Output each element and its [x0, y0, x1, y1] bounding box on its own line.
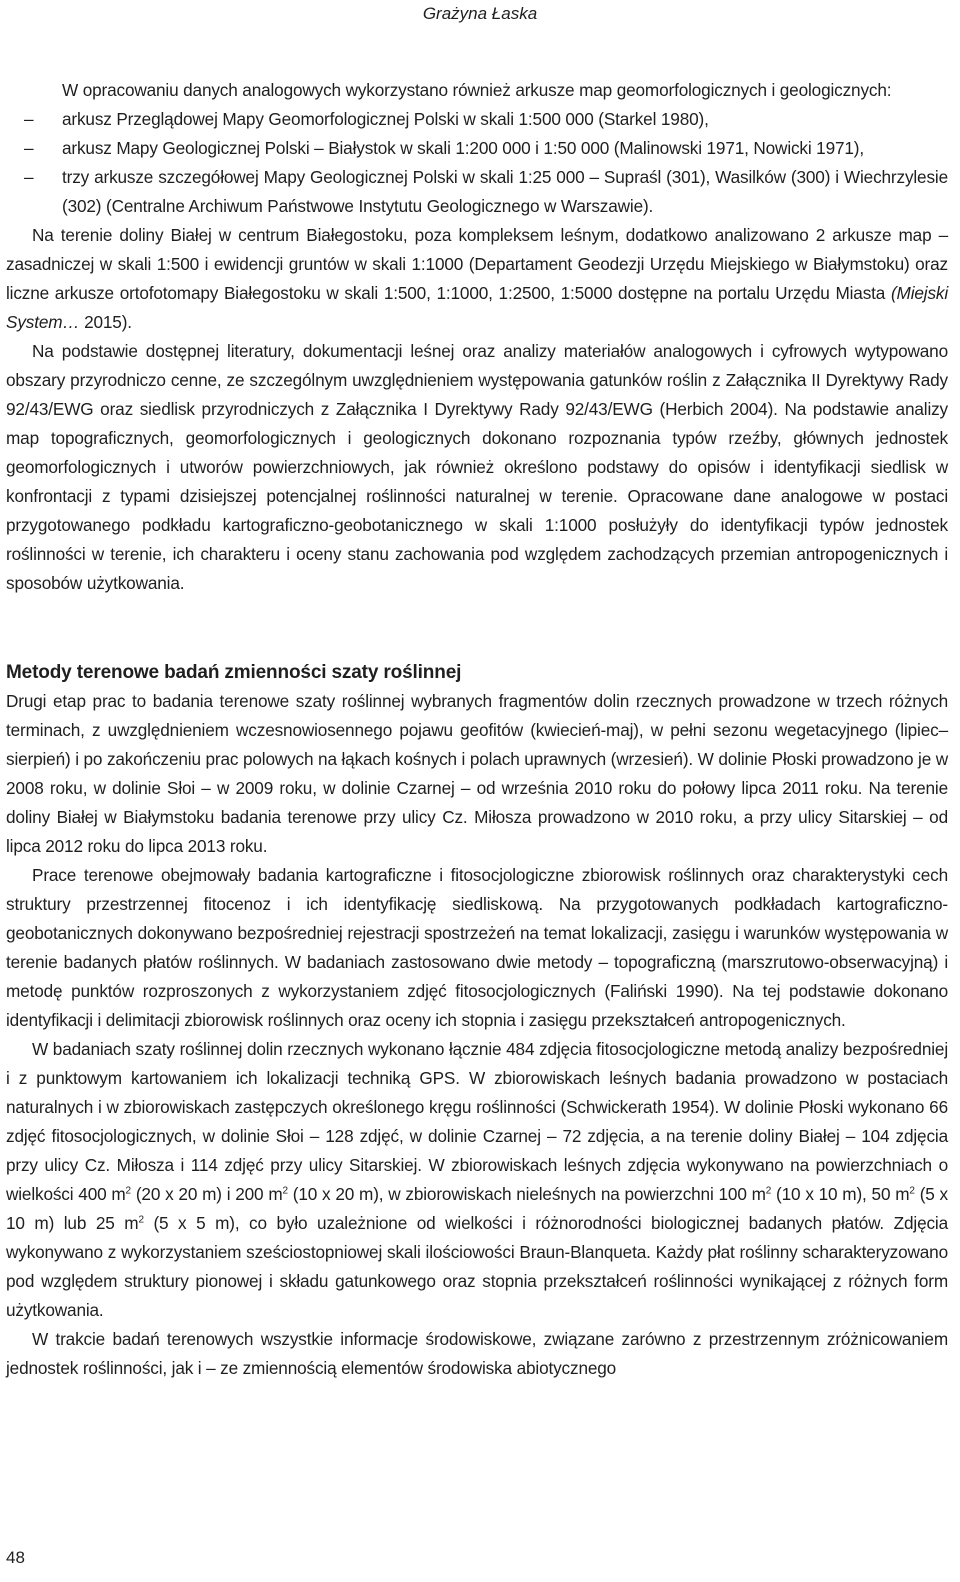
page-body — [6, 76, 948, 1383]
paragraph-bialy-maps: Na terenie doliny Białej w centrum Białegostoku, poza kompleksem leśnym, dodatkowo analizowano 2 arkusze map – zasadniczej w skali 1:500 i ewidencji gruntów w skali 1:1000 (Departament Geodezji Urzędu Miejskiego w Białymstoku) oraz liczne arkusze ortofotomapy Białegostoku w skali 1:500, 1:1000, 1:2500, 1:5000 dostępne na portalu Urzędu Miasta (Miejski System… 2015). — [6, 225, 948, 332]
dash-marker: – — [24, 109, 34, 129]
list-item: – trzy arkusze szczegółowej Mapy Geologicznej Polski w skali 1:25 000 – Supraśl (301), Wasilków (300) i Wiechrzylesie (302) (Centralne Archiwum Państwowe Instytutu Geologicznego w Warszawie). — [6, 163, 948, 221]
superscript: 2 — [765, 1185, 772, 1197]
map-sources-list — [6, 105, 948, 221]
section-heading: Metody terenowe badań zmienności szaty roślinnej — [6, 662, 462, 683]
superscript: 2 — [125, 1185, 131, 1197]
paragraph-field-stage: Drugi etap prac to badania terenowe szaty roślinnej wybranych fragmentów dolin rzecznych prowadzone w trzech różnych terminach, z uwzględnieniem wczesnowiosennego pojawu geofitów (kwiecień-maj), w pełni sezonu wegetacyjnego (lipiec–sierpień) i po zakończeniu prac polowych na łąkach kośnych i polach uprawnych (wrzesień). W dolinie Płoski prowadzono je w 2008 roku, w dolinie Słoi – w 2009 roku, w dolinie Czarnej – od września 2010 roku do połowy lipca 2011 roku. Na terenie doliny Białej w Białymstoku badania terenowe przy ulicy Cz. Miłosza prowadzono w 2010 roku, a przy ulicy Sitarskiej – od lipca 2012 roku do lipca 2013 roku. — [6, 691, 948, 856]
dash-marker: – — [24, 138, 34, 158]
page-number: 48 — [6, 1548, 25, 1567]
superscript: 2 — [282, 1185, 288, 1197]
dash-marker: – — [24, 167, 34, 187]
paragraph-releves: W badaniach szaty roślinnej dolin rzecznych wykonano łącznie 484 zdjęcia fitosocjologiczne metodą analizy bezpośredniej i z punktowym kartowaniem ich lokalizacji techniką GPS. W zbiorowiskach leśnych badania prowadzono w postaciach naturalnych i w zbiorowiskach zastępczych określonego kręgu roślinności (Schwickerath 1954). W dolinie Płoski wykonano 66 zdjęć fitosocjologicznych, w dolinie Słoi – 128 zdjęć, w dolinie Czarnej – 72 zdjęcia, a na terenie doliny Białej – 104 zdjęcia przy ulicy Cz. Miłosza i 114 zdjęć przy ulicy Sitarskiej. W zbiorowiskach leśnych zdjęcia wykonywano na powierzchniach o wielkości 400 $m^2$ (20 x 20 m) i 200 $m^2$ (10 x 20 m), w zbiorowiskach nieleśnych na powierzchni 100 $m^2$ (10 x 10 m), 50 $m^2$ (5 x 10 m) lub 25 $m^2$ (5 x 5 m), co było uzależnione od wielkości i różnorodności biologicznej badanych płatów. Zdjęcia wykonywano z wykorzystaniem sześciostopniowej skali ilościowości Braun-Blanqueta. Każdy płat roślinny scharakteryzowano pod względem struktury pionowej i składu gatunkowego oraz stopnia przekształceń roślinności wynikającej z różnych form użytkowania. — [6, 1039, 948, 1320]
superscript: 2 — [909, 1185, 915, 1197]
citation-italic: (Miejski System… — [6, 283, 948, 332]
paragraph-literature-analysis: Na podstawie dostępnej literatury, dokumentacji leśnej oraz analizy materiałów analogowych i cyfrowych wytypowano obszary przyrodniczo cenne, ze szczególnym uwzględnieniem występowania gatunków roślin z Załącznika II Dyrektywy Rady 92/43/EWG oraz siedlisk przyrodniczych z Załącznika I Dyrektywy Rady 92/43/EWG (Herbich 2004). Na podstawie analizy map topograficznych, geomorfologicznych i geologicznych dokonano rozpoznania typów rzeźby, głównych jednostek geomorfologicznych i utworów powierzchniowych, jak również określono podstawy do opisów i identyfikacji siedlisk w konfrontacji z typami dzisiejszej potencjalnej roślinności naturalnej w terenie. Opracowane dane analogowe w postaci przygotowanego podkładu kartograficzno-geobotanicznego w skali 1:1000 posłużyły do identyfikacji typów jednostek roślinności w terenie, ich charakteru i oceny stanu zachowania pod względem zachodzących przemian antropogenicznych i sposobów użytkowania. — [6, 341, 948, 593]
superscript: 2 — [138, 1214, 144, 1226]
running-header: Grażyna Łaska — [422, 4, 538, 23]
paragraph-environment-info: W trakcie badań terenowych wszystkie informacje środowiskowe, związane zarówno z przestrzennym zróżnicowaniem jednostek roślinności, jak i – ze zmiennością elementów środowiska abiotycznego — [6, 1329, 948, 1378]
list-item: – arkusz Mapy Geologicznej Polski – Białystok w skali 1:200 000 i 1:50 000 (Malinowski 1971, Nowicki 1971), — [6, 134, 948, 163]
list-item: – arkusz Przeglądowej Mapy Geomorfologicznej Polski w skali 1:500 000 (Starkel 1980), — [6, 105, 948, 134]
intro-paragraph: W opracowaniu danych analogowych wykorzystano również arkusze map geomorfologicznych i geologicznych: — [62, 80, 892, 100]
paragraph-field-work: Prace terenowe obejmowały badania kartograficzne i fitosocjologiczne zbiorowisk roślinnych oraz charakterystyki cech struktury przestrzennej fitocenoz i ich identyfikację siedliskową. Na przygotowanych podkładach kartograficzno-geobotanicznych dokonywano bezpośredniej rejestracji spostrzeżeń na temat lokalizacji, zasięgu i warunków występowania w terenie badanych płatów roślinnych. W badaniach zastosowano dwie metody – topograficzną (marszrutowo-obserwacyjną) i metodę punktów rozproszonych z wykorzystaniem zdjęć fitosocjologicznych (Faliński 1990). Na tej podstawie dokonano identyfikacji i delimitacji zbiorowisk roślinnych oraz oceny ich stopnia i zasięgu przekształceń antropogenicznych. — [6, 865, 948, 1030]
